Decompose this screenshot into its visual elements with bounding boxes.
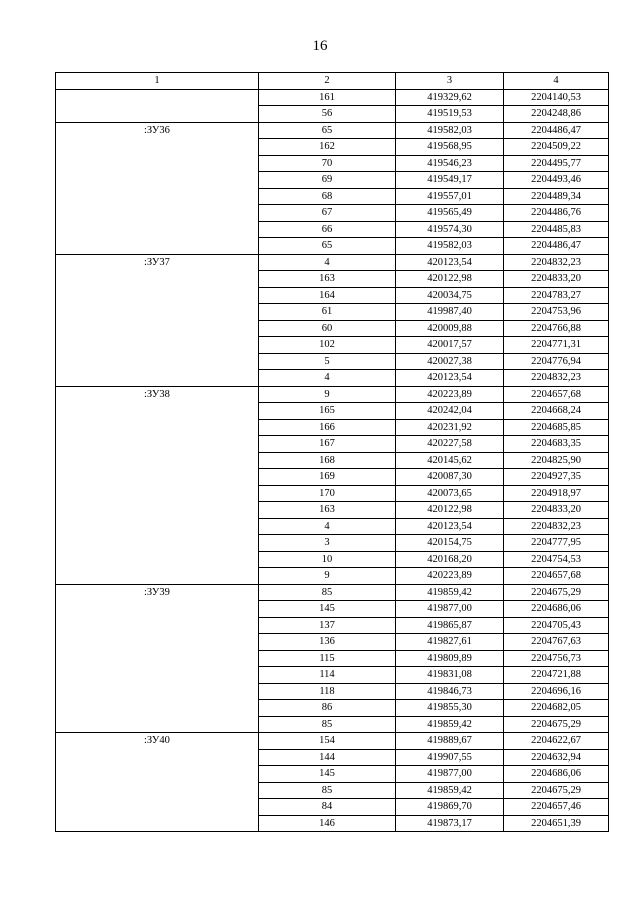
point-number-cell: 56 xyxy=(259,106,396,123)
x-coordinate-cell: 420123,54 xyxy=(396,254,504,271)
y-coordinate-cell: 2204776,94 xyxy=(504,353,609,370)
header-cell-2: 2 xyxy=(259,73,396,90)
point-number-cell: 165 xyxy=(259,403,396,420)
x-coordinate-cell: 419329,62 xyxy=(396,89,504,106)
y-coordinate-cell: 2204832,23 xyxy=(504,254,609,271)
point-number-cell: 145 xyxy=(259,766,396,783)
coordinates-table xyxy=(55,72,609,832)
x-coordinate-cell: 419565,49 xyxy=(396,205,504,222)
y-coordinate-cell: 2204686,06 xyxy=(504,601,609,618)
y-coordinate-cell: 2204696,16 xyxy=(504,683,609,700)
y-coordinate-cell: 2204705,43 xyxy=(504,617,609,634)
x-coordinate-cell: 420017,57 xyxy=(396,337,504,354)
page-number: 16 xyxy=(312,38,328,54)
point-number-cell: 4 xyxy=(259,370,396,387)
x-coordinate-cell: 419859,42 xyxy=(396,716,504,733)
point-number-cell: 164 xyxy=(259,287,396,304)
header-cell-4: 4 xyxy=(504,73,609,90)
plot-label: :ЗУ37 xyxy=(56,254,259,386)
x-coordinate-cell: 419987,40 xyxy=(396,304,504,321)
point-number-cell: 66 xyxy=(259,221,396,238)
point-number-cell: 115 xyxy=(259,650,396,667)
point-number-cell: 65 xyxy=(259,122,396,139)
x-coordinate-cell: 419859,42 xyxy=(396,584,504,601)
y-coordinate-cell: 2204675,29 xyxy=(504,584,609,601)
table-body xyxy=(56,89,609,832)
point-number-cell: 170 xyxy=(259,485,396,502)
x-coordinate-cell: 419546,23 xyxy=(396,155,504,172)
point-number-cell: 84 xyxy=(259,799,396,816)
point-number-cell: 5 xyxy=(259,353,396,370)
plot-label: :ЗУ39 xyxy=(56,584,259,733)
x-coordinate-cell: 420227,58 xyxy=(396,436,504,453)
y-coordinate-cell: 2204767,63 xyxy=(504,634,609,651)
point-number-cell: 9 xyxy=(259,568,396,585)
plot-label: :ЗУ38 xyxy=(56,386,259,584)
y-coordinate-cell: 2204248,86 xyxy=(504,106,609,123)
x-coordinate-cell: 420154,75 xyxy=(396,535,504,552)
y-coordinate-cell: 2204657,68 xyxy=(504,568,609,585)
point-number-cell: 163 xyxy=(259,502,396,519)
point-number-cell: 69 xyxy=(259,172,396,189)
table-header-row xyxy=(56,73,609,90)
x-coordinate-cell: 420242,04 xyxy=(396,403,504,420)
point-number-cell: 166 xyxy=(259,419,396,436)
x-coordinate-cell: 419582,03 xyxy=(396,238,504,255)
plot-label: :ЗУ40 xyxy=(56,733,259,832)
y-coordinate-cell: 2204832,23 xyxy=(504,518,609,535)
y-coordinate-cell: 2204685,85 xyxy=(504,419,609,436)
y-coordinate-cell: 2204485,83 xyxy=(504,221,609,238)
x-coordinate-cell: 419827,61 xyxy=(396,634,504,651)
y-coordinate-cell: 2204756,73 xyxy=(504,650,609,667)
y-coordinate-cell: 2204493,46 xyxy=(504,172,609,189)
y-coordinate-cell: 2204486,47 xyxy=(504,122,609,139)
x-coordinate-cell: 420123,54 xyxy=(396,518,504,535)
x-coordinate-cell: 420223,89 xyxy=(396,568,504,585)
y-coordinate-cell: 2204509,22 xyxy=(504,139,609,156)
point-number-cell: 4 xyxy=(259,254,396,271)
point-number-cell: 85 xyxy=(259,716,396,733)
point-number-cell: 10 xyxy=(259,551,396,568)
y-coordinate-cell: 2204754,53 xyxy=(504,551,609,568)
point-number-cell: 67 xyxy=(259,205,396,222)
x-coordinate-cell: 420122,98 xyxy=(396,502,504,519)
x-coordinate-cell: 419568,95 xyxy=(396,139,504,156)
point-number-cell: 167 xyxy=(259,436,396,453)
table-row xyxy=(56,584,609,601)
point-number-cell: 163 xyxy=(259,271,396,288)
y-coordinate-cell: 2204657,46 xyxy=(504,799,609,816)
y-coordinate-cell: 2204771,31 xyxy=(504,337,609,354)
x-coordinate-cell: 419574,30 xyxy=(396,221,504,238)
y-coordinate-cell: 2204632,94 xyxy=(504,749,609,766)
plot-label: :ЗУ36 xyxy=(56,122,259,254)
y-coordinate-cell: 2204675,29 xyxy=(504,716,609,733)
x-coordinate-cell: 419865,87 xyxy=(396,617,504,634)
point-number-cell: 114 xyxy=(259,667,396,684)
x-coordinate-cell: 419809,89 xyxy=(396,650,504,667)
x-coordinate-cell: 419877,00 xyxy=(396,766,504,783)
plot-label xyxy=(56,89,259,122)
header-cell-3: 3 xyxy=(396,73,504,90)
y-coordinate-cell: 2204927,35 xyxy=(504,469,609,486)
x-coordinate-cell: 420087,30 xyxy=(396,469,504,486)
y-coordinate-cell: 2204683,35 xyxy=(504,436,609,453)
y-coordinate-cell: 2204721,88 xyxy=(504,667,609,684)
x-coordinate-cell: 419869,70 xyxy=(396,799,504,816)
y-coordinate-cell: 2204777,95 xyxy=(504,535,609,552)
y-coordinate-cell: 2204651,39 xyxy=(504,815,609,832)
y-coordinate-cell: 2204833,20 xyxy=(504,502,609,519)
point-number-cell: 9 xyxy=(259,386,396,403)
x-coordinate-cell: 419846,73 xyxy=(396,683,504,700)
y-coordinate-cell: 2204783,27 xyxy=(504,287,609,304)
point-number-cell: 85 xyxy=(259,782,396,799)
x-coordinate-cell: 420145,62 xyxy=(396,452,504,469)
point-number-cell: 85 xyxy=(259,584,396,601)
x-coordinate-cell: 420223,89 xyxy=(396,386,504,403)
x-coordinate-cell: 419831,08 xyxy=(396,667,504,684)
y-coordinate-cell: 2204682,05 xyxy=(504,700,609,717)
y-coordinate-cell: 2204832,23 xyxy=(504,370,609,387)
x-coordinate-cell: 419549,17 xyxy=(396,172,504,189)
y-coordinate-cell: 2204833,20 xyxy=(504,271,609,288)
y-coordinate-cell: 2204489,34 xyxy=(504,188,609,205)
x-coordinate-cell: 419859,42 xyxy=(396,782,504,799)
x-coordinate-cell: 420027,38 xyxy=(396,353,504,370)
table-row xyxy=(56,89,609,106)
y-coordinate-cell: 2204486,47 xyxy=(504,238,609,255)
point-number-cell: 4 xyxy=(259,518,396,535)
x-coordinate-cell: 419855,30 xyxy=(396,700,504,717)
y-coordinate-cell: 2204140,53 xyxy=(504,89,609,106)
x-coordinate-cell: 419873,17 xyxy=(396,815,504,832)
point-number-cell: 137 xyxy=(259,617,396,634)
point-number-cell: 136 xyxy=(259,634,396,651)
table-row xyxy=(56,122,609,139)
x-coordinate-cell: 420034,75 xyxy=(396,287,504,304)
point-number-cell: 68 xyxy=(259,188,396,205)
table-row xyxy=(56,733,609,750)
point-number-cell: 70 xyxy=(259,155,396,172)
y-coordinate-cell: 2204766,88 xyxy=(504,320,609,337)
point-number-cell: 169 xyxy=(259,469,396,486)
y-coordinate-cell: 2204668,24 xyxy=(504,403,609,420)
x-coordinate-cell: 420122,98 xyxy=(396,271,504,288)
y-coordinate-cell: 2204675,29 xyxy=(504,782,609,799)
x-coordinate-cell: 420231,92 xyxy=(396,419,504,436)
point-number-cell: 168 xyxy=(259,452,396,469)
x-coordinate-cell: 420073,65 xyxy=(396,485,504,502)
point-number-cell: 144 xyxy=(259,749,396,766)
point-number-cell: 3 xyxy=(259,535,396,552)
y-coordinate-cell: 2204657,68 xyxy=(504,386,609,403)
table-row xyxy=(56,386,609,403)
table-row xyxy=(56,254,609,271)
x-coordinate-cell: 419582,03 xyxy=(396,122,504,139)
point-number-cell: 61 xyxy=(259,304,396,321)
y-coordinate-cell: 2204918,97 xyxy=(504,485,609,502)
point-number-cell: 145 xyxy=(259,601,396,618)
y-coordinate-cell: 2204686,06 xyxy=(504,766,609,783)
point-number-cell: 65 xyxy=(259,238,396,255)
point-number-cell: 146 xyxy=(259,815,396,832)
y-coordinate-cell: 2204622,67 xyxy=(504,733,609,750)
y-coordinate-cell: 2204495,77 xyxy=(504,155,609,172)
y-coordinate-cell: 2204753,96 xyxy=(504,304,609,321)
point-number-cell: 86 xyxy=(259,700,396,717)
x-coordinate-cell: 419889,67 xyxy=(396,733,504,750)
x-coordinate-cell: 420123,54 xyxy=(396,370,504,387)
x-coordinate-cell: 420168,20 xyxy=(396,551,504,568)
x-coordinate-cell: 420009,88 xyxy=(396,320,504,337)
x-coordinate-cell: 419907,55 xyxy=(396,749,504,766)
y-coordinate-cell: 2204486,76 xyxy=(504,205,609,222)
point-number-cell: 162 xyxy=(259,139,396,156)
point-number-cell: 60 xyxy=(259,320,396,337)
point-number-cell: 154 xyxy=(259,733,396,750)
x-coordinate-cell: 419557,01 xyxy=(396,188,504,205)
point-number-cell: 102 xyxy=(259,337,396,354)
header-cell-1: 1 xyxy=(56,73,259,90)
x-coordinate-cell: 419519,53 xyxy=(396,106,504,123)
point-number-cell: 161 xyxy=(259,89,396,106)
point-number-cell: 118 xyxy=(259,683,396,700)
y-coordinate-cell: 2204825,90 xyxy=(504,452,609,469)
x-coordinate-cell: 419877,00 xyxy=(396,601,504,618)
